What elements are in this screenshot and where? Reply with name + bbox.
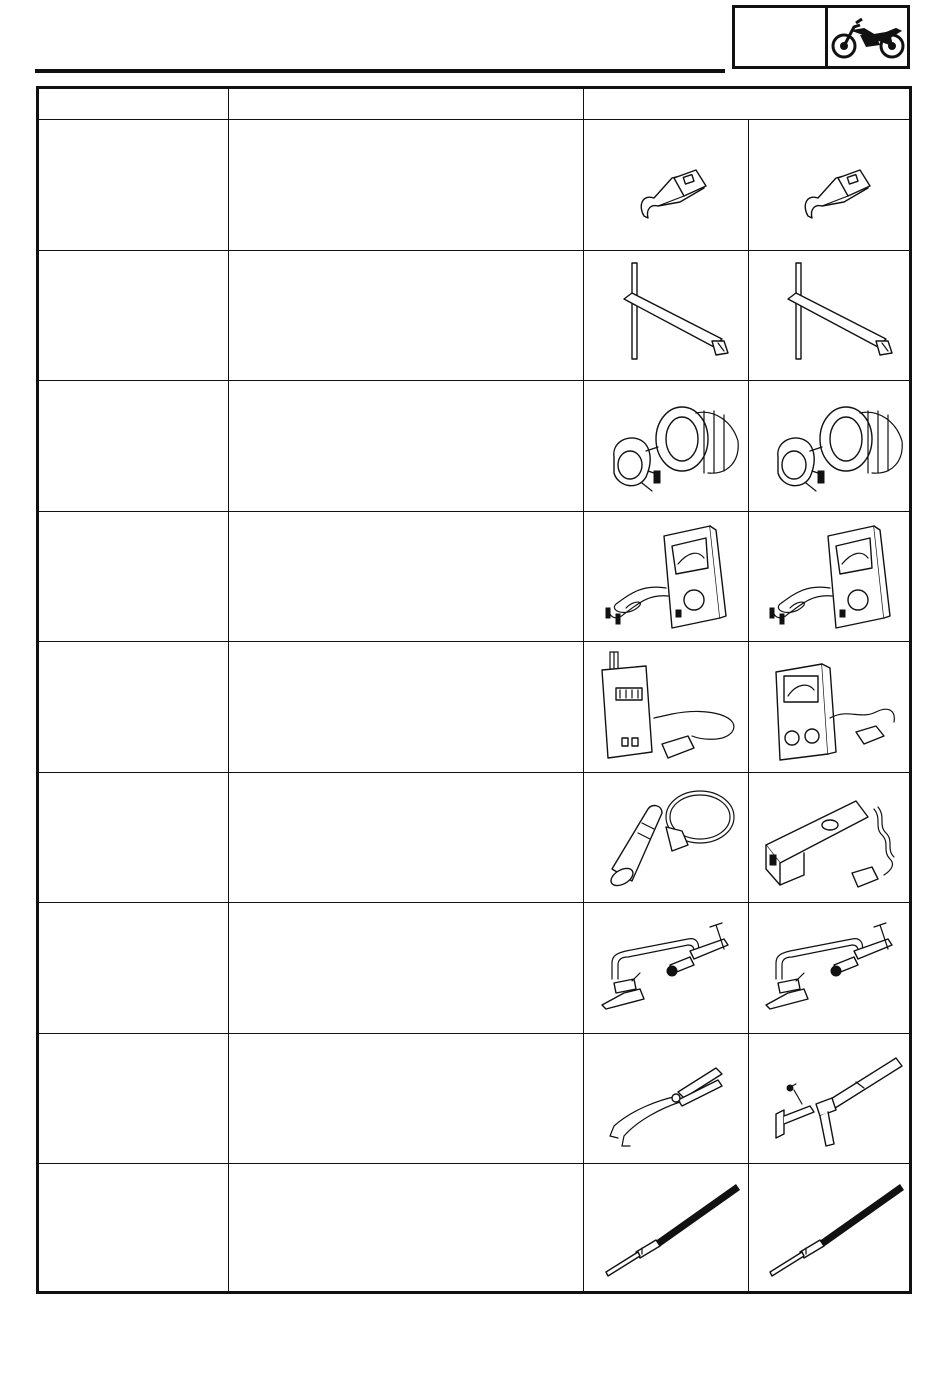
fork-seal-driver-icon — [756, 387, 906, 505]
table-row — [39, 381, 909, 511]
illustration-cell — [749, 512, 913, 642]
illustration-cell — [749, 251, 913, 381]
header-tool-number — [39, 89, 229, 119]
tool-name-cell — [229, 642, 584, 772]
tool-number-cell — [39, 120, 229, 250]
t-handle-holder-icon — [756, 257, 906, 375]
illustration-cell — [749, 642, 913, 772]
fork-seal-driver-icon — [592, 387, 742, 505]
inductive-timing-light-icon — [756, 779, 906, 897]
tachometer-probe-icon — [592, 648, 742, 766]
tool-name-cell — [229, 1034, 584, 1164]
table-row — [39, 903, 909, 1033]
illustration-cell — [749, 1164, 913, 1294]
timing-light-icon — [592, 779, 742, 897]
pocket-tester-icon — [592, 518, 742, 636]
illustration-cell — [584, 512, 749, 642]
t-handle-holder-icon — [592, 257, 742, 375]
tool-number-cell — [39, 1164, 229, 1294]
valve-spring-compressor-icon — [756, 909, 906, 1027]
tool-name-cell — [229, 512, 584, 642]
section-tab — [732, 5, 910, 69]
tool-number-cell — [39, 512, 229, 642]
valve-spring-compressor-icon — [592, 909, 742, 1027]
tool-number-cell — [39, 1034, 229, 1164]
section-icon-box — [828, 8, 907, 66]
header-illustration — [584, 89, 913, 119]
tool-number-cell — [39, 642, 229, 772]
tool-number-cell — [39, 251, 229, 381]
illustration-cell — [584, 642, 749, 772]
table-row — [39, 512, 909, 642]
illustration-cell — [749, 903, 913, 1033]
illustration-cell — [584, 1164, 749, 1294]
hook-wrench-icon — [756, 126, 906, 244]
pocket-tester-icon — [756, 518, 906, 636]
special-tools-table — [36, 86, 912, 1294]
illustration-cell — [584, 773, 749, 903]
illustration-cell — [584, 120, 749, 250]
valve-guide-remover-icon — [756, 1170, 906, 1288]
tool-number-cell — [39, 381, 229, 511]
valve-guide-remover-icon — [592, 1170, 742, 1288]
header-rule — [35, 69, 725, 73]
tool-name-cell — [229, 120, 584, 250]
table-row — [39, 251, 909, 381]
header-tool-name — [229, 89, 584, 119]
illustration-cell — [584, 381, 749, 511]
illustration-cell — [749, 773, 913, 903]
table-row — [39, 1034, 909, 1164]
illustration-cell — [749, 120, 913, 250]
table-header-row — [39, 89, 909, 119]
table-row — [39, 642, 909, 772]
tool-name-cell — [229, 903, 584, 1033]
tool-name-cell — [229, 251, 584, 381]
illustration-cell — [749, 381, 913, 511]
table-row — [39, 120, 909, 250]
table-row — [39, 1164, 909, 1294]
section-code-box — [735, 8, 828, 66]
locking-pliers-icon — [592, 1040, 742, 1158]
engine-tachometer-icon — [756, 648, 906, 766]
tool-number-cell — [39, 773, 229, 903]
illustration-cell — [584, 903, 749, 1033]
clutch-holding-tool-icon — [756, 1040, 906, 1158]
tool-name-cell — [229, 773, 584, 903]
tool-number-cell — [39, 903, 229, 1033]
tool-name-cell — [229, 381, 584, 511]
illustration-cell — [584, 251, 749, 381]
motorcycle-icon — [830, 15, 906, 59]
illustration-cell — [749, 1034, 913, 1164]
illustration-cell — [584, 1034, 749, 1164]
tool-name-cell — [229, 1164, 584, 1294]
hook-wrench-icon — [592, 126, 742, 244]
table-row — [39, 773, 909, 903]
